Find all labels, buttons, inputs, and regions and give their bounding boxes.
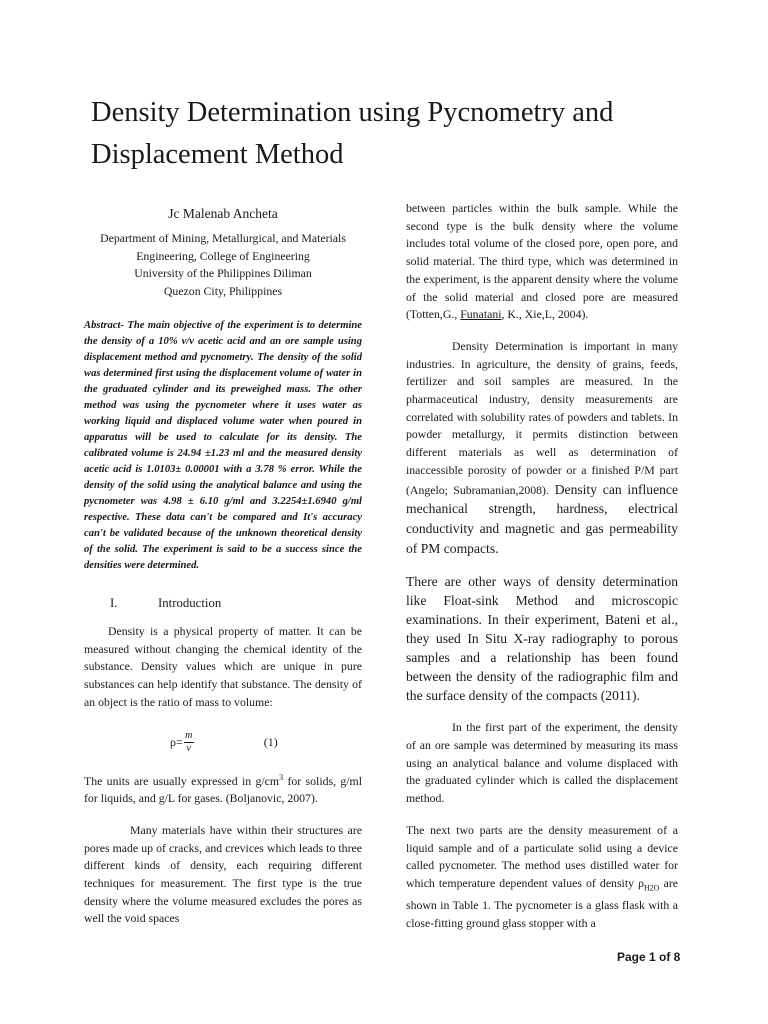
right-paragraph-4: In the first part of the experiment, the density of an ore sample was determined by measuring its mass using an analytical balance and volume displaced with the graduated cylinder which is called the displacement method.: [406, 720, 678, 806]
right-paragraph-5: [406, 822, 678, 933]
equation-density: [84, 730, 362, 755]
right-column: [406, 200, 678, 932]
affiliation: [84, 230, 362, 300]
intro-paragraph-3: Many materials have within their structures are pores made up of cracks, and crevices which leads to three different kinds of density, each requiring different techniques for measurement. The first type is the true density where the volume measured excludes the pores as well the void spaces: [84, 822, 362, 926]
citation-author: Funatani: [460, 307, 502, 322]
section-number: I.: [110, 596, 118, 610]
paragraph-text: , K., Xie,L, 2004).: [501, 307, 589, 322]
affiliation-line: Engineering, College of Engineering: [136, 248, 310, 263]
equation-fraction: [184, 730, 194, 755]
page-number: Page 1 of 8: [617, 950, 681, 964]
right-paragraph-2: [406, 338, 678, 558]
paragraph-text: The next two parts are the density measurement of a liquid sample and of a particulate solid using a device called pycnometer. The method uses distilled water for which temperature dependent values of density ρ: [406, 822, 678, 890]
equation-number: (1): [263, 734, 278, 749]
abstract: Abstract- The main objective of the experiment is to determine the density of a 10% v/v acetic acid and an ore sample using displacement method and pycnometry. The density of the solid was determined first using the displacement volume of water in the graduated cylinder and its preweighed mass. The other method was using the pycnometer where it uses water as working liquid and displaced volume water when poured in apparatus will be used to calculate for its density. The calibrated volume is 24.94 ±1.23 ml and the measured density acetic acid is 1.0103± 0.00001 with a 3.78 % error. While the density of the solid using the analytical balance and using the pycnometer was 4.98 ± 6.10 g/ml and 3.2254±1.6940 g/ml respective. These data can't be compared and It's accuracy can't be validated because of the unknown theoretical density of the solid. The experiment is said to be a success since the densities were determined.: [84, 320, 362, 571]
section-title: Introduction: [158, 596, 222, 610]
paragraph-text: Density Determination is important in many industries. In agriculture, the density of grains, feeds, fertilizer and soil samples are measured. In the pharmaceutical industry, density measurements are correlated with solubility rates of powders and tablets. In powder metallurgy, it permits distinction between different materials as well as determination of inaccessible porosity of powder or a finished P/M part (Angelo; Subramanian,2008).: [406, 338, 678, 497]
affiliation-line: Quezon City, Philippines: [163, 283, 283, 298]
right-paragraph-3: There are other ways of density determination like Float-sink Method and microscopic examinations. In their experiment, Bateni et al., they used In Situ X-ray radiography to porous samples and a relationship has been found between the density of the radiographic film and the surface density of the compacts (2011).: [406, 574, 678, 704]
author-name: Jc Malenab Ancheta: [168, 206, 278, 221]
intro-paragraph-1: Density is a physical property of matter. It can be measured without changing the chemical identity of the substance. Density values which are unique in pure substances can help identify that substance. The density of an object is the ratio of mass to volume:: [84, 624, 362, 709]
right-paragraph-1: [406, 200, 678, 324]
paragraph-text-large: Density can influence mechanical strength, hardness, electrical conductivity and magnetic and gas permeability of PM compacts.: [406, 481, 678, 556]
paragraph-text: are shown in Table 1. The pycnometer is a glass flask with a close-fitting ground glass stopper with a: [406, 875, 678, 930]
units-superscript: 3: [279, 772, 284, 782]
subscript-h2o: H2O: [643, 883, 660, 893]
affiliation-line: Department of Mining, Metallurgical, and Materials: [100, 231, 346, 245]
equation-numerator: m: [185, 729, 193, 741]
units-text: The units are usually expressed in g/cm: [84, 773, 280, 788]
affiliation-line: University of the Philippines Diliman: [134, 266, 312, 280]
left-column: [84, 200, 362, 928]
equation-denominator: v: [186, 742, 191, 754]
intro-paragraph-2: [84, 769, 362, 808]
equation-lhs: ρ=: [170, 734, 183, 749]
paragraph-text: between particles within the bulk sample. While the second type is the bulk density where the volume includes total volume of the closed pore, open pore, and solid material. The third type, which was determined in the experiment, is the apparent density where the volume of the solid material and closed pore are measured (Totten,G.,: [406, 201, 678, 322]
section-heading-introduction: [84, 596, 362, 611]
paper-title: Density Determination using Pycnometry and Displacement Method: [91, 97, 614, 170]
units-text-cont: for solids, g/ml for liquids, and g/L for gases. (Boljanovic, 2007).: [84, 773, 363, 806]
